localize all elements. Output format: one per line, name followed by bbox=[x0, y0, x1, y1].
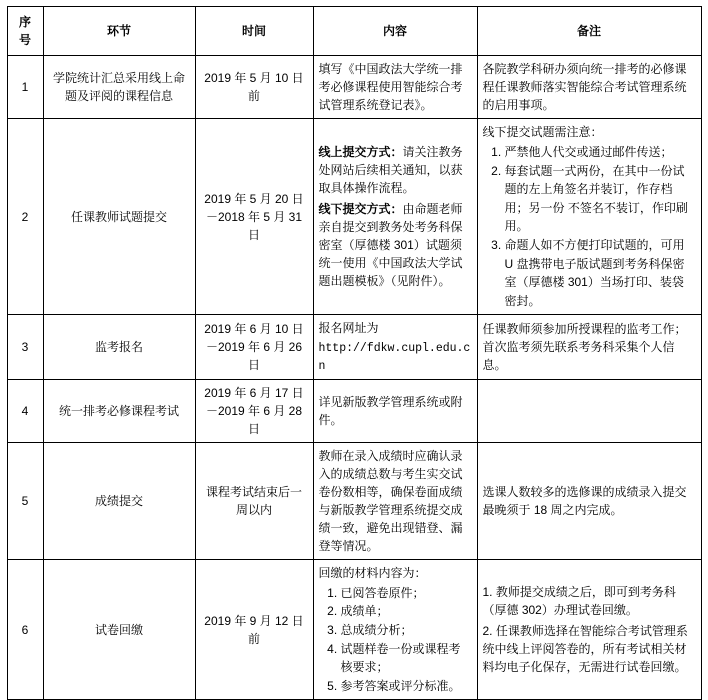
row-time: 2019 年 6 月 10 日－2019 年 6 月 26 日 bbox=[195, 315, 313, 380]
signup-url[interactable]: http://fdkw.cupl.edu.cn bbox=[318, 342, 471, 373]
content-online-method-label: 线上提交方式： bbox=[318, 145, 403, 160]
row-time: 2019 年 6 月 17 日－2019 年 6 月 28 日 bbox=[195, 379, 313, 442]
column-header-no bbox=[7, 7, 43, 56]
table-row bbox=[7, 56, 701, 119]
content-list-item: 5. 参考答案或评分标准。 bbox=[341, 677, 472, 696]
table-row bbox=[7, 379, 701, 442]
column-header-remark: 备注 bbox=[477, 7, 701, 56]
row-time: 2019 年 5 月 20 日－2018 年 5 月 31 日 bbox=[195, 119, 313, 315]
table-header bbox=[7, 7, 701, 56]
content-list-item: 2. 成绩单； bbox=[341, 602, 472, 621]
content-list bbox=[319, 584, 472, 696]
row-stage: 学院统计汇总采用线上命题及评阅的课程信息 bbox=[43, 56, 195, 119]
table-row bbox=[7, 315, 701, 380]
row-number: 1 bbox=[7, 56, 43, 119]
content-list-item: 1. 已阅答卷原件； bbox=[341, 584, 472, 603]
row-remark: 任课教师须参加所授课程的监考工作；首次监考须先联系考务科采集个人信息。 bbox=[477, 315, 701, 380]
content-offline-method-text: 由命题老师亲自提交到教务处考务科保密室（厚德楼 301）试题须统一使用《中国政法大学试题出题模板》（见附件）。 bbox=[318, 202, 463, 289]
row-number: 4 bbox=[7, 379, 43, 442]
exam-schedule-table bbox=[7, 6, 702, 700]
row-stage: 成绩提交 bbox=[43, 442, 195, 559]
remark-list-item: 1. 严禁他人代交或通过邮件传送； bbox=[505, 143, 696, 162]
column-header-time: 时间 bbox=[195, 7, 313, 56]
row-number: 3 bbox=[7, 315, 43, 380]
row-content: 教师在录入成绩时应确认录入的成绩总数与考生实交试卷份数相等，确保卷面成绩与新版教学管理系统提交成绩一致，避免出现错登、漏登等情况。 bbox=[313, 442, 477, 559]
row-content bbox=[313, 315, 477, 380]
row-stage: 试卷回缴 bbox=[43, 559, 195, 700]
row-content bbox=[313, 119, 477, 315]
content-offline-method bbox=[319, 200, 472, 290]
row-content: 填写《中国政法大学统一排考必修课程使用智能综合考试管理系统登记表》。 bbox=[313, 56, 477, 119]
row-number: 5 bbox=[7, 442, 43, 559]
column-header-no-line2: 号 bbox=[18, 33, 31, 47]
table-row bbox=[7, 119, 701, 315]
table-row bbox=[7, 559, 701, 700]
content-online-method bbox=[319, 143, 472, 197]
row-remark: 各院教学科研办须向统一排考的必修课程任课教师落实智能综合考试管理系统的启用事项。 bbox=[477, 56, 701, 119]
column-header-stage: 环节 bbox=[43, 7, 195, 56]
content-intro: 回缴的材料内容为： bbox=[318, 565, 427, 580]
row-remark bbox=[477, 559, 701, 700]
content-list-item: 4. 试题样卷一份或课程考核要求； bbox=[341, 640, 472, 677]
column-header-content: 内容 bbox=[313, 7, 477, 56]
table-row bbox=[7, 442, 701, 559]
row-remark bbox=[477, 119, 701, 315]
row-number: 2 bbox=[7, 119, 43, 315]
row-stage: 监考报名 bbox=[43, 315, 195, 380]
row-time: 2019 年 5 月 10 日前 bbox=[195, 56, 313, 119]
row-time: 2019 年 9 月 12 日前 bbox=[195, 559, 313, 700]
remark-item: 1. 教师提交成绩之后，即可到考务科（厚德 302）办理试卷回缴。 bbox=[482, 585, 676, 618]
table-header-row bbox=[7, 7, 701, 56]
row-time: 课程考试结束后一周以内 bbox=[195, 442, 313, 559]
table-body bbox=[7, 56, 701, 700]
row-number: 6 bbox=[7, 559, 43, 700]
remark-item: 2. 任课教师选择在智能综合考试管理系统中线上评阅答卷的，所有考试相关材料均电子化保存，无需进行试卷回缴。 bbox=[482, 624, 688, 675]
content-offline-method-label: 线下提交方式： bbox=[318, 202, 403, 217]
row-stage: 统一排考必修课程考试 bbox=[43, 379, 195, 442]
content-list-item: 3. 总成绩分析； bbox=[341, 621, 472, 640]
row-content: 详见新版教学管理系统或附件。 bbox=[313, 379, 477, 442]
remark-list bbox=[483, 143, 696, 310]
column-header-no-line1: 序 bbox=[18, 15, 31, 29]
row-remark bbox=[477, 379, 701, 442]
row-stage: 任课教师试题提交 bbox=[43, 119, 195, 315]
remark-list-item: 3. 命题人如不方便打印试题的，可用 U 盘携带电子版试题到考务科保密室（厚德楼 301）当场打印、装袋密封。 bbox=[505, 236, 696, 310]
remark-intro: 线下提交试题需注意： bbox=[482, 125, 603, 139]
row-remark: 选课人数较多的选修课的成绩录入提交最晚须于 18 周之内完成。 bbox=[477, 442, 701, 559]
content-online-method-text: 请关注教务处网站后续相关通知，以获取具体操作流程。 bbox=[318, 145, 463, 196]
remark-list-item: 2. 每套试题一式两份，在其中一份试题的左上角签名并装订，作存档用；另一份 不签名不装订，作印刷用。 bbox=[505, 162, 696, 236]
content-signup-label: 报名网址为 bbox=[318, 321, 379, 336]
row-content bbox=[313, 559, 477, 700]
